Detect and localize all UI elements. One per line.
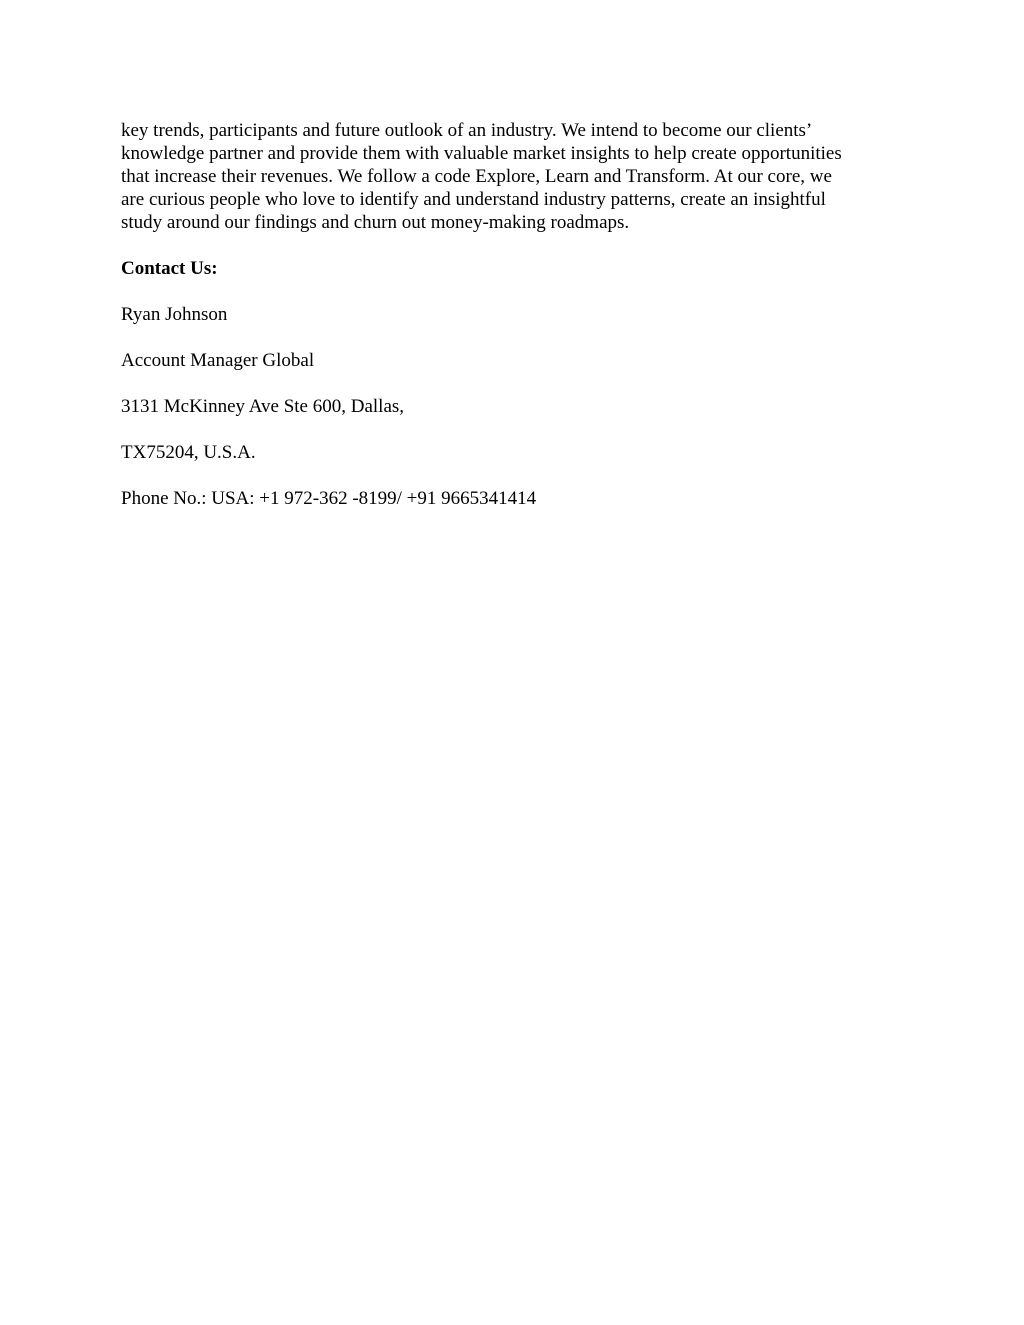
page-content [121, 119, 911, 510]
paragraph-line: knowledge partner and provide them with valuable market insights to help create opportunities [121, 143, 842, 164]
paragraph-line: are curious people who love to identify and understand industry patterns, create an insightful [121, 189, 826, 210]
paragraph-line: that increase their revenues. We follow a code Explore, Learn and Transform. At our core, we [121, 166, 832, 187]
contact-address-line1: 3131 McKinney Ave Ste 600, Dallas, [121, 396, 405, 417]
contact-address-line2: TX75204, U.S.A. [121, 442, 256, 463]
body-paragraph [121, 119, 911, 234]
contact-phone: Phone No.: USA: +1 972-362 -8199/ +91 9665341414 [121, 488, 537, 509]
paragraph-line: study around our findings and churn out money-making roadmaps. [121, 212, 630, 233]
paragraph-line: key trends, participants and future outlook of an industry. We intend to become our clients’ [121, 120, 813, 141]
contact-title: Account Manager Global [121, 350, 315, 371]
contact-name: Ryan Johnson [121, 304, 228, 325]
contact-heading: Contact Us: [121, 258, 218, 279]
